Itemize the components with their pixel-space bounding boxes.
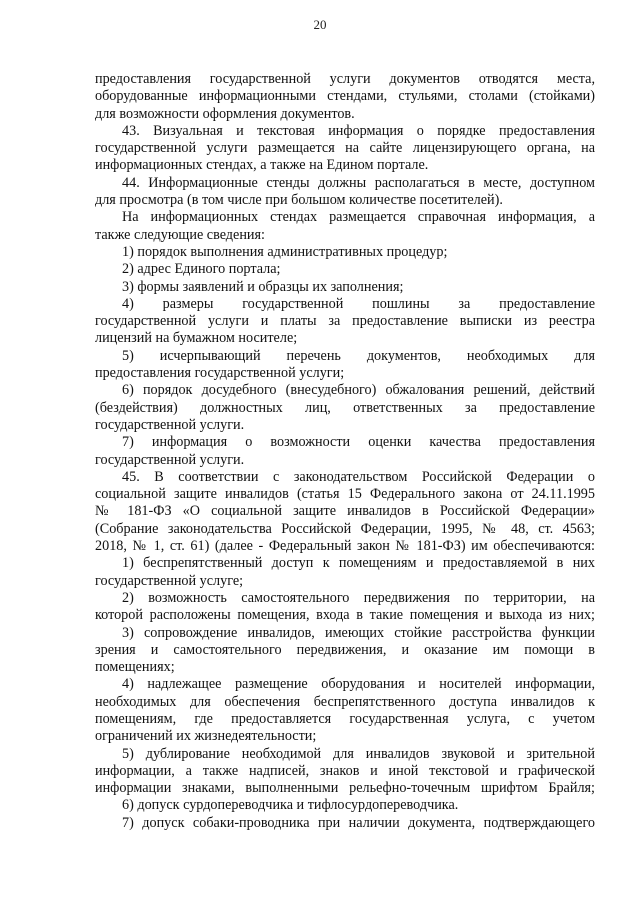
page-number: 20 bbox=[313, 17, 327, 32]
text-line: оборудованные информационными стендами, стульями, столами (стойками) bbox=[95, 88, 595, 105]
text-line: для возможности оформления документов. bbox=[95, 105, 355, 122]
text-line: государственной услуги и платы за предоставление выписки из реестра bbox=[95, 313, 595, 330]
text-line: необходимых для обеспечения беспрепятственного доступа инвалидов к bbox=[95, 693, 595, 710]
text-line: предоставления государственной услуги документов отводятся места, bbox=[95, 71, 595, 87]
text-line: (бездействия) должностных лиц, ответственных за предоставление bbox=[95, 399, 595, 416]
text-line: государственной услуги. bbox=[95, 451, 245, 468]
text-line: для просмотра (в том числе при большом количестве посетителей). bbox=[95, 192, 503, 209]
text-line: 5) исчерпывающий перечень документов, необходимых для bbox=[122, 347, 595, 364]
text-line: помещениям, где предоставляется государственная услуга, с учетом bbox=[95, 710, 595, 727]
text-line: 43. Визуальная и текстовая информация о порядке предоставления bbox=[122, 122, 595, 139]
text-line: 1) беспрепятственный доступ к помещениям и предоставляемой в них bbox=[122, 555, 595, 572]
text-line: 1) порядок выполнения административных процедур; bbox=[122, 243, 448, 260]
text-line: государственной услуги. bbox=[95, 416, 245, 433]
text-line: информационных стендах, а также на Едином портале. bbox=[95, 157, 429, 174]
text-line: № 181-ФЗ «О социальной защите инвалидов в Российской Федерации» bbox=[95, 503, 595, 520]
text-line: которой расположены помещения, входа в такие помещения и выхода из них; bbox=[95, 607, 595, 624]
text-line: 2) адрес Единого портала; bbox=[122, 261, 281, 278]
text-line: (Собрание законодательства Российской Федерации, 1995, № 48, ст. 4563; bbox=[95, 520, 595, 537]
text-line: государственной услуге; bbox=[95, 572, 244, 589]
text-line: 45. В соответствии с законодательством Российской Федерации о bbox=[122, 468, 595, 485]
text-line: лицензий на бумажном носителе; bbox=[95, 330, 298, 347]
text-line: социальной защите инвалидов (статья 15 Федерального закона от 24.11.1995 bbox=[95, 486, 595, 503]
text-line: 7) допуск собаки-проводника при наличии документа, подтверждающего bbox=[122, 814, 595, 831]
text-line: ограничений их жизнедеятельности; bbox=[95, 728, 317, 745]
text-line: 4) надлежащее размещение оборудования и носителей информации, bbox=[122, 676, 595, 693]
document-body bbox=[95, 71, 595, 832]
text-line: 5) дублирование необходимой для инвалидов звуковой и зрительной bbox=[122, 745, 595, 762]
text-line: предоставления государственной услуги; bbox=[95, 365, 345, 382]
text-line: информации знаками, выполненными рельефно-точечным шрифтом Брайля; bbox=[95, 780, 595, 797]
text-line: 6) порядок досудебного (внесудебного) обжалования решений, действий bbox=[122, 382, 595, 399]
text-line: информации, а также надписей, знаков и иной текстовой и графической bbox=[95, 762, 595, 779]
text-line: 3) сопровождение инвалидов, имеющих стойкие расстройства функции bbox=[122, 624, 595, 641]
text-line: 44. Информационные стенды должны располагаться в месте, доступном bbox=[122, 174, 595, 191]
text-line: также следующие сведения: bbox=[95, 226, 265, 243]
text-line: 7) информация о возможности оценки качества предоставления bbox=[122, 434, 595, 451]
text-line: помещениях; bbox=[95, 659, 175, 676]
text-line: 2) возможность самостоятельного передвижения по территории, на bbox=[122, 589, 595, 606]
text-line: На информационных стендах размещается справочная информация, а bbox=[122, 209, 595, 226]
text-line: зрения и самостоятельного передвижения, и оказание им помощи в bbox=[95, 641, 595, 658]
text-line: 3) формы заявлений и образцы их заполнения; bbox=[122, 278, 404, 295]
text-line: 4) размеры государственной пошлины за предоставление bbox=[122, 295, 595, 312]
text-line: государственной услуги размещается на сайте лицензирующего органа, на bbox=[95, 140, 595, 157]
text-line: 2018, № 1, ст. 61) (далее - Федеральный закон № 181-ФЗ) им обеспечиваются: bbox=[95, 538, 595, 555]
text-line: 6) допуск сурдопереводчика и тифлосурдопереводчика. bbox=[122, 797, 459, 814]
